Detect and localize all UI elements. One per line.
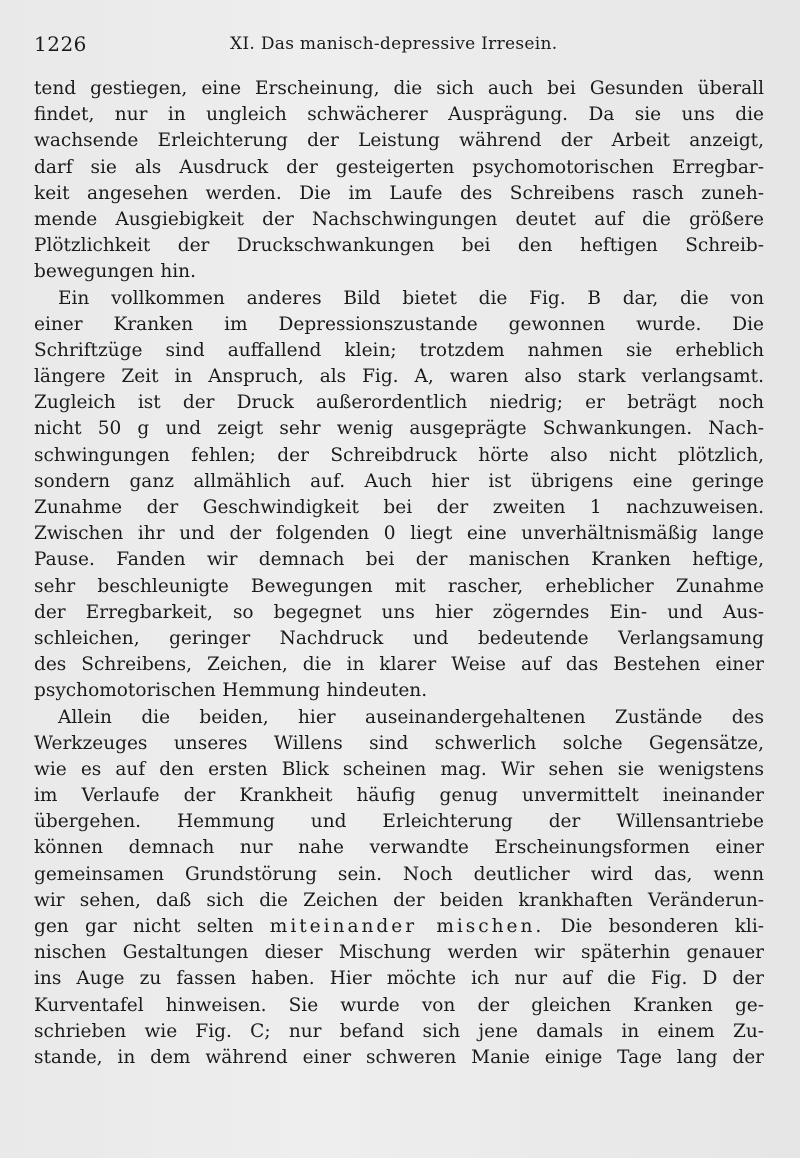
text-line: psychomotorischen Hemmung hindeuten. bbox=[34, 680, 428, 702]
text-line: schleichen, geringer Nachdruck und bedeutende Verlangsamung bbox=[34, 627, 764, 649]
spaced-emphasis: miteinander mischen. bbox=[269, 916, 545, 937]
text-line: tend gestiegen, eine Erscheinung, die sich auch bei Gesunden überall bbox=[34, 78, 764, 99]
text-line: findet, nur in ungleich schwächerer Ausprägung. Da sie uns die bbox=[34, 104, 764, 126]
text-segment: gen gar nicht selten bbox=[34, 916, 254, 937]
text-line: wir sehen, daß sich die Zeichen der beiden krankhaften Veränderun- bbox=[34, 889, 764, 911]
text-line: ins Auge zu fassen haben. Hier möchte ich nur auf die Fig. D der bbox=[34, 968, 764, 990]
text-line: keit angesehen werden. Die im Laufe des Schreibens rasch zuneh- bbox=[34, 182, 764, 204]
text-line: Werkzeuges unseres Willens sind schwerlich solche Gegensätze, bbox=[34, 732, 764, 754]
page-number: 1226 bbox=[34, 32, 87, 56]
text-line: Plötzlichkeit der Druckschwankungen bei den heftigen Schreib- bbox=[34, 235, 764, 257]
text-line: können demnach nur nahe verwandte Erscheinungsformen einer bbox=[34, 837, 764, 859]
running-head: XI. Das manisch-depressive Irresein. bbox=[230, 34, 558, 54]
text-line: stande, in dem während einer schweren Manie einige Tage lang der bbox=[34, 1046, 764, 1068]
text-line: Schriftzüge sind auffallend klein; trotzdem nahmen sie erheblich bbox=[34, 339, 764, 361]
text-line: längere Zeit in Anspruch, als Fig. A, waren also stark verlangsamt. bbox=[34, 366, 764, 388]
text-line: Zugleich ist der Druck außerordentlich niedrig; er beträgt noch bbox=[34, 392, 764, 414]
text-line: Kurventafel hinweisen. Sie wurde von der gleichen Kranken ge- bbox=[34, 994, 764, 1016]
text-line: Pause. Fanden wir demnach bei der manischen Kranken heftige, bbox=[34, 549, 764, 571]
body-text bbox=[34, 76, 764, 1071]
text-line: des Schreibens, Zeichen, die in klarer Weise auf das Bestehen einer bbox=[34, 654, 764, 676]
text-line: Allein die beiden, hier auseinandergehaltenen Zustände des bbox=[58, 706, 764, 728]
text-line: Zunahme der Geschwindigkeit bei der zweiten 1 nachzuweisen. bbox=[34, 497, 764, 518]
text-line: sondern ganz allmählich auf. Auch hier ist übrigens eine geringe bbox=[34, 470, 764, 492]
text-segment: Die besonderen kli- bbox=[560, 916, 764, 937]
text-line: übergehen. Hemmung und Erleichterung der Willensantriebe bbox=[34, 811, 764, 833]
text-line: schrieben wie Fig. C; nur befand sich jene damals in einem Zu- bbox=[34, 1020, 764, 1042]
text-line: Ein vollkommen anderes Bild bietet die Fig. B dar, die von bbox=[58, 287, 764, 309]
text-line: gemeinsamen Grundstörung sein. Noch deutlicher wird das, wenn bbox=[34, 863, 764, 885]
text-line: im Verlaufe der Krankheit häufig genug unvermittelt ineinander bbox=[34, 785, 764, 807]
text-line: mende Ausgiebigkeit der Nachschwingungen deutet auf die größere bbox=[34, 208, 764, 230]
text-line: darf sie als Ausdruck der gesteigerten psychomotorischen Erregbar- bbox=[34, 156, 764, 178]
text-line: der Erregbarkeit, so begegnet uns hier zögerndes Ein- und Aus- bbox=[34, 601, 764, 623]
text-line: schwingungen fehlen; der Schreibdruck hörte also nicht plötzlich, bbox=[34, 444, 764, 466]
text-line: sehr beschleunigte Bewegungen mit rascher, erheblicher Zunahme bbox=[34, 575, 764, 597]
text-line: bewegungen hin. bbox=[34, 261, 196, 283]
text-line: einer Kranken im Depressionszustande gewonnen wurde. Die bbox=[34, 313, 764, 335]
text-line: Zwischen ihr und der folgenden 0 liegt eine unverhältnismäßig lange bbox=[34, 523, 764, 545]
text-line: nicht 50 g und zeigt sehr wenig ausgeprägte Schwankungen. Nach- bbox=[34, 418, 764, 440]
text-line-with-emphasis bbox=[34, 914, 764, 940]
page-header bbox=[34, 30, 770, 60]
text-line: nischen Gestaltungen dieser Mischung werden wir späterhin genauer bbox=[34, 942, 764, 964]
text-line: wachsende Erleichterung der Leistung während der Arbeit anzeigt, bbox=[34, 130, 764, 152]
text-line: wie es auf den ersten Blick scheinen mag. Wir sehen sie wenigstens bbox=[34, 758, 764, 780]
